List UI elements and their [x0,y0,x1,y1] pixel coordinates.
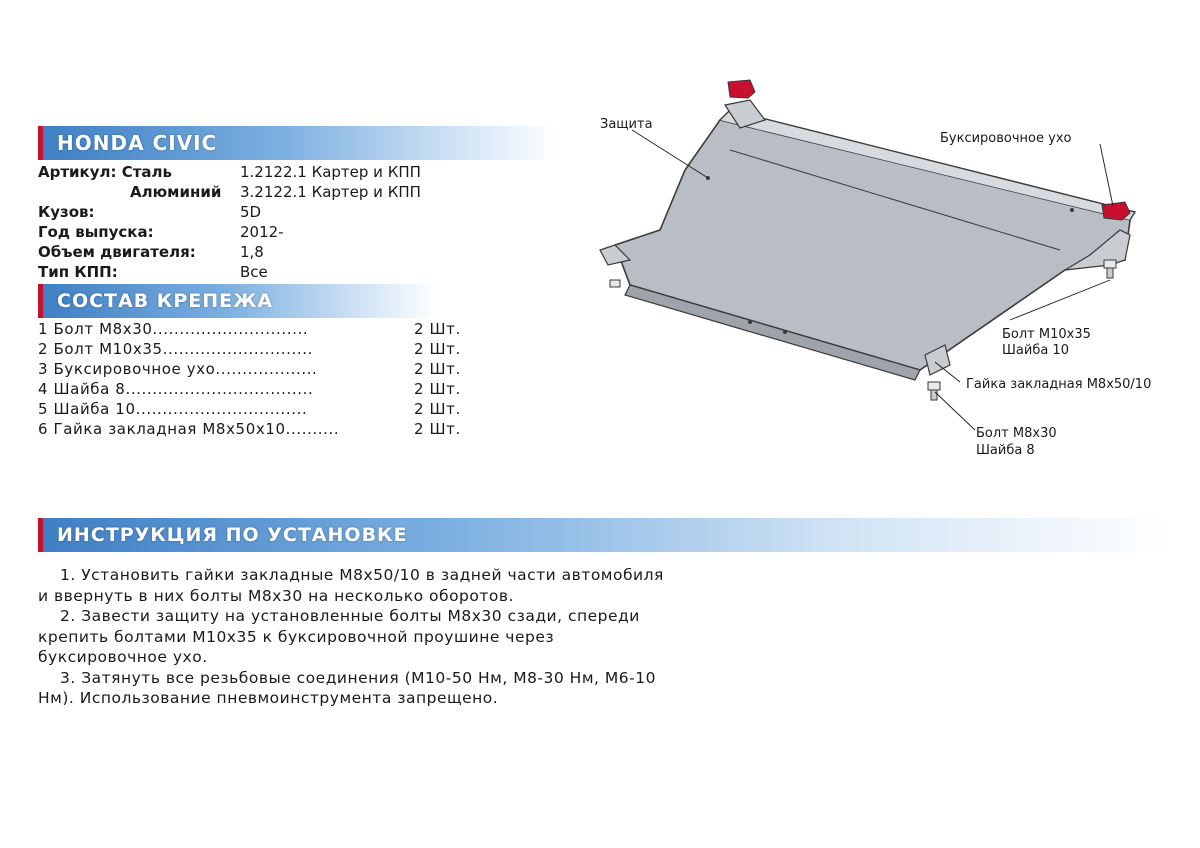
article-aluminium-value: 3.2122.1 Картер и КПП [240,183,421,201]
fastener-qty: 2 Шт. [414,340,461,358]
body-label: Кузов: [38,203,95,221]
fasteners-banner [38,284,438,318]
instruction-step: 2. Завести защиту на установленные болты М8х30 сзади, спереди крепить болтами М10х35 к буксировочной проушине через буксировочное ухо. [38,607,640,666]
article-steel-value: 1.2122.1 Картер и КПП [240,163,421,181]
fastener-text: 4 Шайба 8................................... [38,380,314,398]
instruction-step: 1. Установить гайки закладные М8х50/10 в задней части автомобиля и ввернуть в них болты М8х30 на несколько оборотов. [38,566,664,605]
label-nut: Гайка закладная М8х50/10 [966,377,1152,392]
label-washer-10: Шайба 10 [1002,343,1069,358]
fastener-text: 1 Болт М8х30............................. [38,320,309,338]
body-value: 5D [240,203,262,221]
fastener-text: 6 Гайка закладная М8х50х10.......... [38,420,340,438]
fastener-qty: 2 Шт. [414,360,461,378]
title-banner [38,126,558,160]
fastener-qty: 2 Шт. [414,420,461,438]
year-label: Год выпуска: [38,223,154,241]
year-value: 2012- [240,223,284,241]
aluminium-label: Алюминий [130,183,222,201]
label-bolt-m10: Болт М10х35 [1002,327,1091,342]
article-label: Артикул: Сталь [38,163,173,181]
label-washer-8: Шайба 8 [976,443,1035,458]
label-guard: Защита [600,117,653,132]
skid-plate-diagram [590,70,1180,470]
fastener-text: 5 Шайба 10................................ [38,400,308,418]
engine-value: 1,8 [240,243,264,261]
instructions-text [38,565,678,709]
gearbox-label: Тип КПП: [38,263,118,281]
fastener-qty: 2 Шт. [414,380,461,398]
fastener-qty: 2 Шт. [414,400,461,418]
vehicle-title: HONDA CIVIC [57,131,218,155]
fasteners-title: СОСТАВ КРЕПЕЖА [57,290,274,312]
instructions-banner [38,518,1168,552]
label-tow-eye: Буксировочное ухо [940,131,1072,146]
instruction-step: 3. Затянуть все резьбовые соединения (М10-50 Нм, М8-30 Нм, М6-10 Нм). Использование пневмоинструмента запрещено. [38,668,656,707]
gearbox-value: Все [240,263,268,281]
label-bolt-m8: Болт М8х30 [976,426,1057,441]
fastener-qty: 2 Шт. [414,320,461,338]
fastener-text: 2 Болт М10х35............................ [38,340,313,358]
engine-label: Объем двигателя: [38,243,196,261]
fastener-text: 3 Буксировочное ухо................... [38,360,318,378]
instructions-title: ИНСТРУКЦИЯ ПО УСТАНОВКЕ [57,524,408,546]
